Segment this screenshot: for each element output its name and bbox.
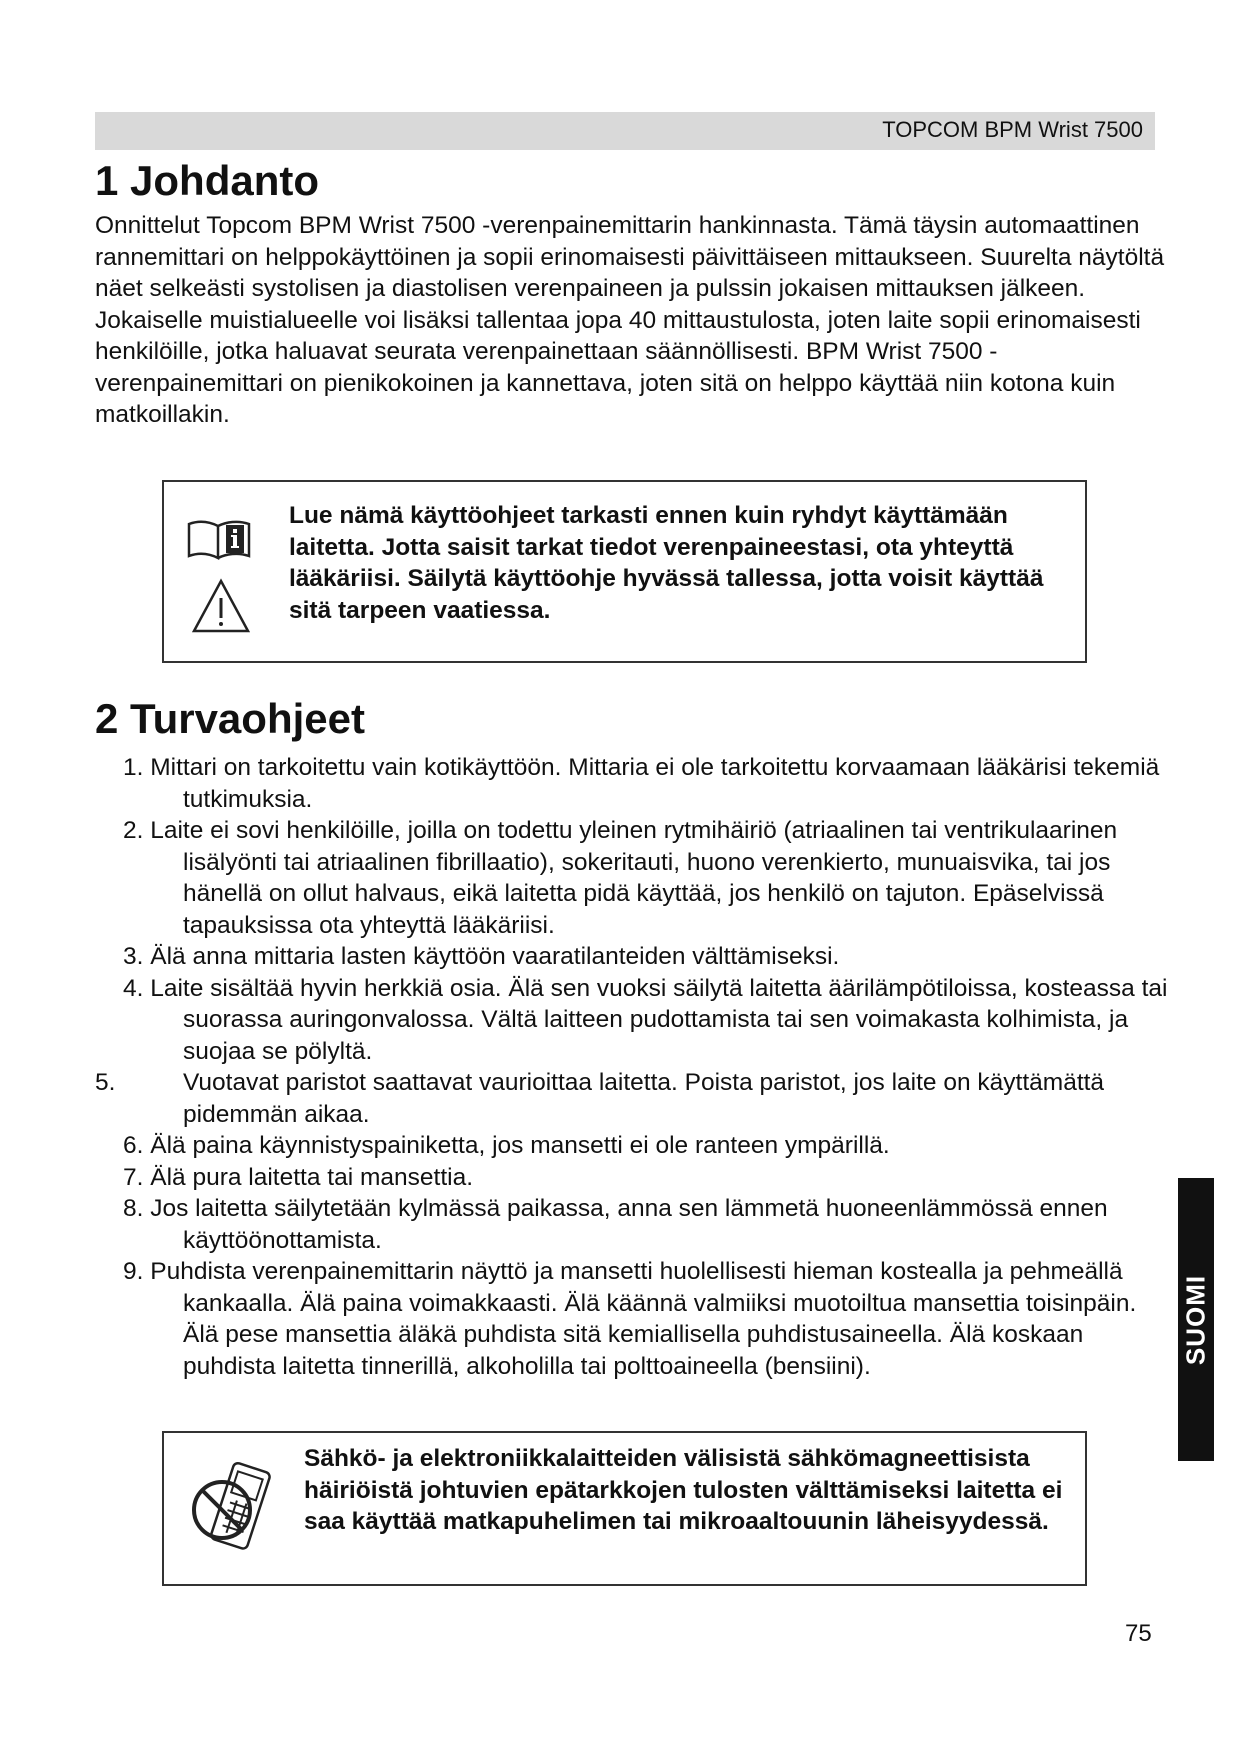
language-tab-label: SUOMI: [1180, 1274, 1211, 1365]
list-item-text: 8. Jos laitetta säilytetään kylmässä paikassa, anna sen lämmetä huoneenlämmössä ennen käyttöönottamista.: [123, 1195, 1108, 1254]
list-item-text: 6. Älä paina käynnistyspainiketta, jos mansetti ei ole ranteen ympärillä.: [123, 1132, 890, 1159]
list-item: [95, 1162, 1175, 1194]
page-number: 75: [1125, 1620, 1152, 1647]
intro-paragraph-2: Jokaiselle muistialueelle voi lisäksi tallentaa jopa 40 mittaustulosta, joten laite sopii erinomaisesti henkilöille, jotka haluavat seurata verenpainettaan säännöllisesti. BPM Wrist 7500 -verenpainemittari on pienikokoinen ja kannettava, joten sitä on helppo käyttää niin kotona kuin matkoillakin.: [95, 306, 1141, 428]
section-heading-johdanto: 1 Johdanto: [95, 157, 320, 204]
list-item-text: Vuotavat paristot saattavat vaurioittaa laitetta. Poista paristot, jos laite on käyttämättä pidemmän aikaa.: [183, 1069, 1105, 1128]
list-item: [95, 1130, 1175, 1162]
notice-instructions-text: Lue nämä käyttöohjeet tarkasti ennen kuin ryhdyt käyttämään laitetta. Jotta saisit tarkat tiedot verenpaineestasi, ota yhteyttä lääkäriisi. Säilytä käyttöohje hyvässä tallessa, jotta voisit käyttää sitä tarpeen vaatiessa.: [289, 502, 1044, 624]
warning-icon: [191, 578, 251, 634]
intro-text: [95, 210, 1175, 431]
list-item-number: 5.: [95, 1069, 116, 1096]
list-item: [95, 973, 1175, 1068]
list-item-text: 7. Älä pura laitetta tai mansettia.: [123, 1163, 473, 1191]
language-tab: [1178, 1178, 1214, 1461]
header-bar: [95, 112, 1155, 150]
list-item: [95, 1067, 1175, 1130]
section-heading-turvaohjeet: 2 Turvaohjeet: [95, 695, 365, 742]
list-item-text: 4. Laite sisältää hyvin herkkiä osia. Älä sen vuoksi säilytä laitetta äärilämpötiloissa, kosteassa tai suorassa auringonvalossa. Vältä laitteen pudottamista tai sen voimakasta kolhimista, ja suojaa se pölyltä.: [123, 974, 1168, 1065]
list-item-text: 9. Puhdista verenpainemittarin näyttö ja mansetti huolellisesti hieman kostealla ja pehmeällä kankaalla. Älä paina voimakkaasti. Älä käännä valmiiksi muotoiltua mansettia toisinpäin. Älä pese mansettia äläkä puhdista sitä kemiallisella puhdistusaineella. Älä koskaan puhdista laitetta tinnerillä, alkoholilla tai polttoaineella (bensiini).: [123, 1258, 1137, 1380]
list-item: [95, 752, 1175, 815]
list-item-text: 3. Älä anna mittaria lasten käyttöön vaaratilanteiden välttämiseksi.: [123, 943, 840, 970]
header-title: TOPCOM BPM Wrist 7500: [882, 117, 1143, 142]
intro-paragraph-1: Onnittelut Topcom BPM Wrist 7500 -verenpainemittarin hankinnasta. Tämä täysin automaattinen rannemittari on helppokäyttöinen ja sopii erinomaisesti päivittäiseen mittaukseen. Suurelta näytöltä näet selkeästi systolisen ja diastolisen verenpaineen ja pulssin jokaisen mittauksen jälkeen.: [95, 212, 1165, 302]
notice-interference-text: Sähkö- ja elektroniikkalaitteiden välisistä sähkömagneettisista häiriöistä johtuvien epätarkkojen tulosten välttämiseksi laitetta ei saa käyttää matkapuhelimen tai mikroaaltouunin läheisyydessä.: [304, 1445, 1063, 1535]
notice-box-instructions: [162, 480, 1087, 663]
list-item-text: 2. Laite ei sovi henkilöille, joilla on todettu yleinen rytmihäiriö (atriaalinen tai ventrikulaarinen lisälyönti tai atriaalinen fibrillaatio), sokeritauti, huono verenkierto, munuaisvika, tai jos hänellä on ollut halvaus, eikä laitetta pidä käyttää, jos henkilö on tajuton. Epäselvissä tapauksissa ota yhteyttä lääkäriisi.: [123, 817, 1118, 939]
list-item: [95, 1256, 1175, 1382]
manual-info-icon: [186, 518, 252, 560]
list-item-text: 1. Mittari on tarkoitettu vain kotikäyttöön. Mittaria ei ole tarkoitettu korvaamaan lääkärisi tekemiä tutkimuksia.: [123, 754, 1160, 813]
list-item: [95, 815, 1175, 941]
list-item: [95, 941, 1175, 973]
safety-list: [95, 752, 1175, 1382]
no-mobile-phone-icon: [182, 1455, 282, 1565]
notice-box-interference: [162, 1431, 1087, 1586]
list-item: [95, 1193, 1175, 1256]
